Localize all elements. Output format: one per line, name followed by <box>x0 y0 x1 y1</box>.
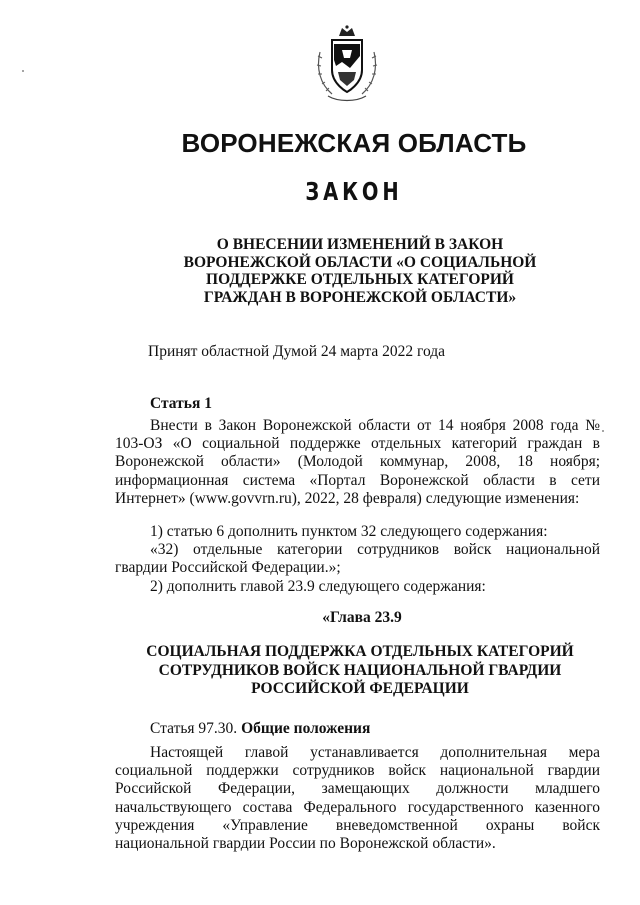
article-97-30-paragraph: Настоящей главой устанавливается дополнительная мера социальной поддержки сотрудников войск национальной гвардии Российской Федерации, замещающих должности младшего начальствующего состава Федерального государственного казенного учреждения «Управление вневедомственной охраны войск национальной гвардии России по Воронежской области». <box>115 744 600 853</box>
coat-of-arms-icon <box>312 22 382 106</box>
document-type: ЗАКОН <box>305 177 403 206</box>
law-title-line: О ВНЕСЕНИИ ИЗМЕНЕНИЙ В ЗАКОН <box>216 236 504 253</box>
chapter-title <box>130 643 590 699</box>
article-97-30-heading <box>150 720 370 738</box>
amendment-item-1-quote: «32) отдельные категории сотрудников войск национальной гвардии Российской Федерации.»; <box>115 541 600 577</box>
chapter-title-line: РОССИЙСКОЙ ФЕДЕРАЦИИ <box>251 680 469 697</box>
article-heading: Общие положения <box>241 720 371 737</box>
chapter-title-line: СОТРУДНИКОВ ВОЙСК НАЦИОНАЛЬНОЙ ГВАРДИИ <box>158 661 562 679</box>
scan-speck <box>602 430 604 432</box>
law-title <box>150 236 570 306</box>
law-title-line: ГРАЖДАН В ВОРОНЕЖСКОЙ ОБЛАСТИ» <box>203 288 517 306</box>
amendment-item-2: 2) дополнить главой 23.9 следующего содержания: <box>150 577 486 595</box>
article-1-heading: Статья 1 <box>150 395 212 412</box>
chapter-number: «Глава 23.9 <box>322 609 402 626</box>
chapter-title-line: СОЦИАЛЬНАЯ ПОДДЕРЖКА ОТДЕЛЬНЫХ КАТЕГОРИЙ <box>146 643 574 660</box>
article-1-paragraph: Внести в Закон Воронежской области от 14 ноября 2008 года № 103-ОЗ «О социальной поддержке отдельных категорий граждан в Воронежской области» (Молодой коммунар, 2008, 18 ноября; информационная система «Портал Воронежской области в сети Интернет» (www.govvrn.ru), 2022, 28 февраля) следующие изменения: <box>115 417 600 507</box>
scan-speck <box>22 70 24 72</box>
law-title-line: ВОРОНЕЖСКОЙ ОБЛАСТИ «О СОЦИАЛЬНОЙ <box>183 253 537 271</box>
adoption-date-line: Принят областной Думой 24 марта 2022 года <box>148 343 446 360</box>
law-title-line: ПОДДЕРЖКЕ ОТДЕЛЬНЫХ КАТЕГОРИЙ <box>206 271 514 288</box>
amendment-items <box>115 523 600 596</box>
article-number: Статья 97.30. <box>150 720 238 737</box>
region-name: ВОРОНЕЖСКАЯ ОБЛАСТЬ <box>181 128 527 158</box>
amendment-item-1: 1) статью 6 дополнить пунктом 32 следующего содержания: <box>150 523 548 540</box>
